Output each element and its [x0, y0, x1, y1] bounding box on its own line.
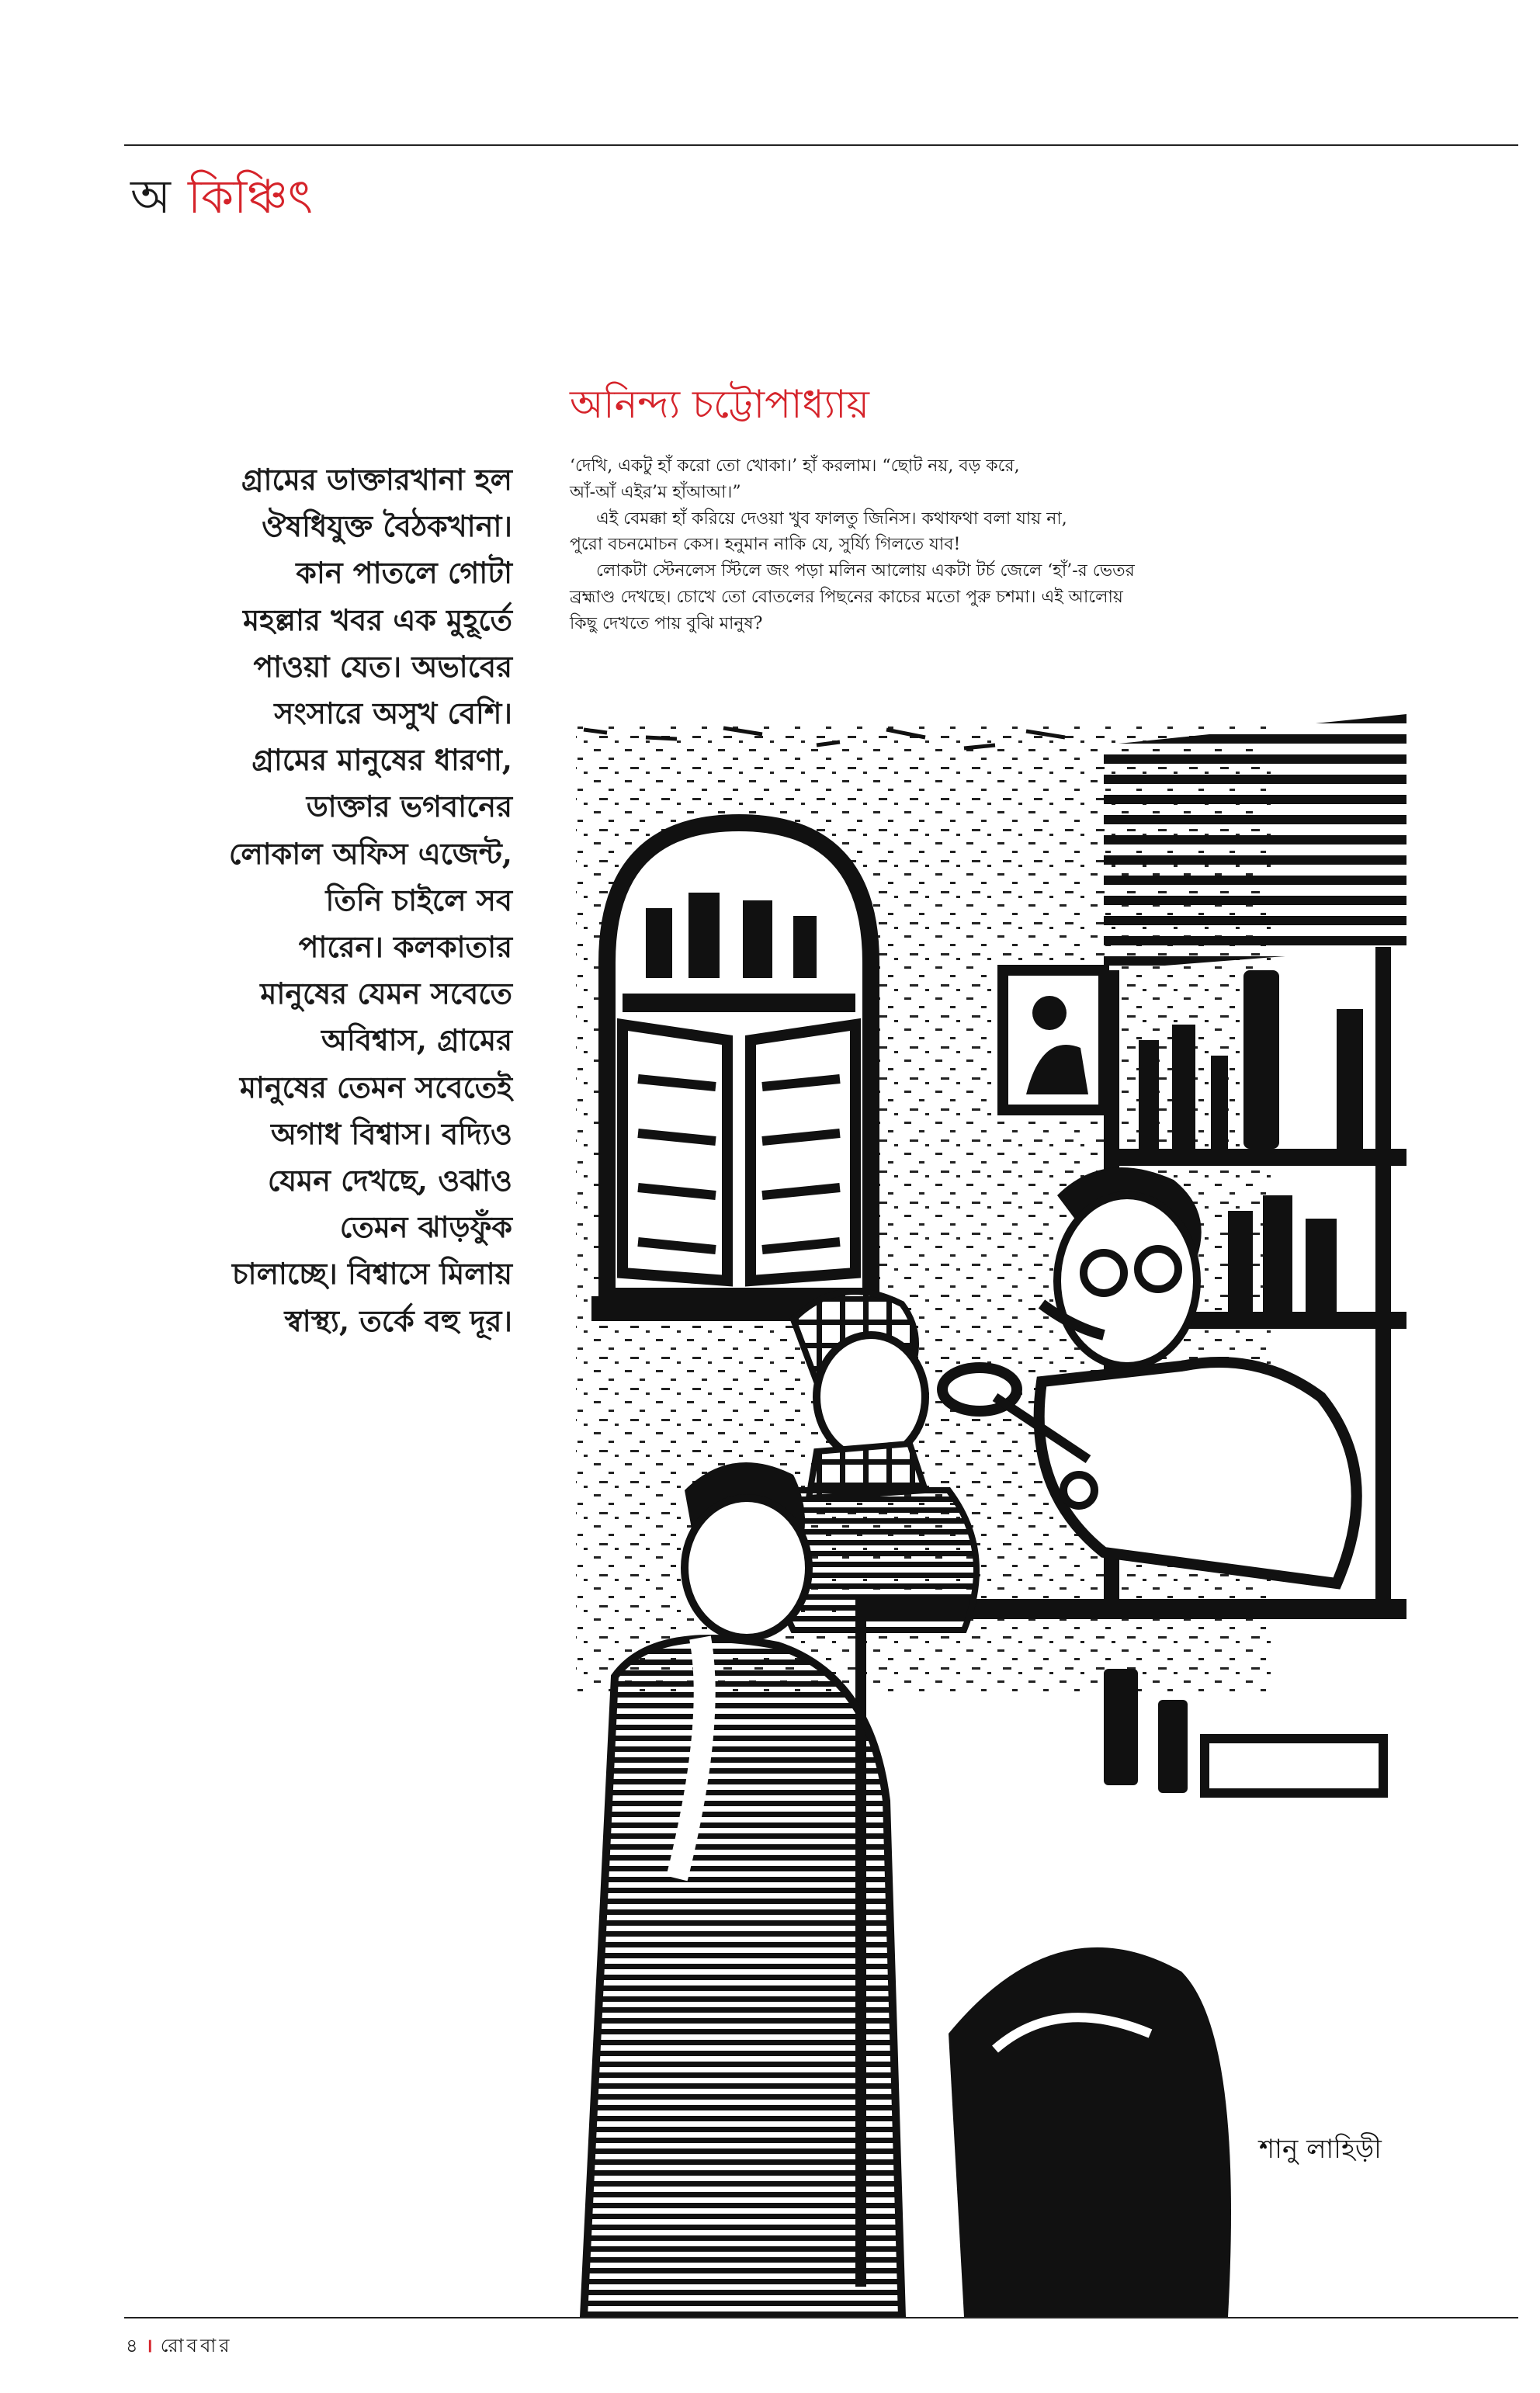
- artist-signature: শানু লাহিড়ী: [1259, 2134, 1382, 2165]
- pull-quote-line: তিনি চাইলে সব: [325, 882, 512, 917]
- pull-quote-line: গ্রামের মানুষের ধারণা,: [251, 742, 512, 778]
- footer-separator: ।: [145, 2335, 153, 2357]
- body-line: এই বেমক্কা হাঁ করিয়ে দেওয়া খুব ফালতু জিনিস। কথাফথা বলা যায় না,: [596, 508, 1067, 529]
- body-line: লোকটা স্টেনলেস স্টিলে জং পড়া মলিন আলোয় একটা টর্চ জেলে ‘হাঁ’-র ভেতর: [596, 561, 1135, 581]
- pull-quote-line: সংসারে অসুখ বেশি।: [274, 695, 512, 731]
- pull-quote-line: কান পাতলে গোটা: [296, 555, 512, 591]
- bottom-rule: [124, 2317, 1518, 2318]
- body-line: পুরো বচনমোচন কেস। হনুমান নাকি যে, সুর্য্যি গিলতে যাব!: [570, 535, 961, 555]
- pull-quote-line: মানুষের তেমন সবেতেই: [239, 1069, 512, 1105]
- section-title: [130, 166, 313, 228]
- pull-quote: [124, 456, 512, 1344]
- section-name: কিঞ্চিৎ: [187, 170, 313, 224]
- pull-quote-line: অবিশ্বাস, গ্রামের: [321, 1022, 512, 1058]
- arched-window: [591, 823, 886, 1321]
- pull-quote-line: গ্রামের ডাক্তারখানা হল: [241, 462, 512, 497]
- body-line: ‘দেখি, একটু হাঁ করো তো খোকা।’ হাঁ করলাম। “ছোট নয়, বড় করে,: [570, 456, 1020, 476]
- pull-quote-line: পাওয়া যেত। অভাবের: [253, 648, 512, 684]
- page-footer: [126, 2333, 232, 2358]
- body-line: কিছু দেখতে পায় বুঝি মানুষ?: [570, 613, 763, 633]
- pull-quote-line: অগাধ বিশ্বাস। বদ্যিও: [271, 1115, 512, 1151]
- pull-quote-line: চালাচ্ছে। বিশ্বাসে মিলায়: [232, 1256, 512, 1292]
- pull-quote-line: লোকাল অফিস এজেন্ট,: [228, 835, 512, 871]
- top-rule: [124, 144, 1518, 146]
- section-prefix: অ: [130, 170, 171, 224]
- pull-quote-line: মানুষের যেমন সবেতে: [260, 976, 512, 1011]
- article-body: [570, 453, 1424, 637]
- page-number: ৪: [126, 2335, 138, 2357]
- body-line: আঁ-আঁ এইর’ম হাঁআআ।”: [570, 482, 741, 502]
- author-byline: অনিন্দ্য চট্টোপাধ্যায়: [570, 382, 869, 427]
- framed-picture: [1003, 970, 1104, 1110]
- pull-quote-line: মহল্লার খবর এক মুহূর্তে: [242, 602, 512, 637]
- body-line: ব্রহ্মাণ্ড দেখছে। চোখে তো বোতলের পিছনের কাচের মতো পুরু চশমা। এই আলোয়: [570, 587, 1123, 607]
- pull-quote-line: ঔষধিযুক্ত বৈঠকখানা।: [261, 508, 512, 544]
- illustration-woodcut: [560, 714, 1406, 2317]
- pull-quote-line: ডাক্তার ভগবানের: [306, 789, 512, 824]
- pull-quote-line: স্বাস্থ্য, তর্কে বহু দূর।: [284, 1302, 512, 1338]
- magazine-name: রোববার: [160, 2335, 233, 2357]
- pull-quote-line: যেমন দেখছে, ওঝাও: [267, 1163, 512, 1198]
- pull-quote-line: তেমন ঝাড়ফুঁক: [339, 1209, 512, 1245]
- pull-quote-line: পারেন। কলকাতার: [298, 929, 512, 965]
- onlooker-figure: [949, 1947, 1231, 2317]
